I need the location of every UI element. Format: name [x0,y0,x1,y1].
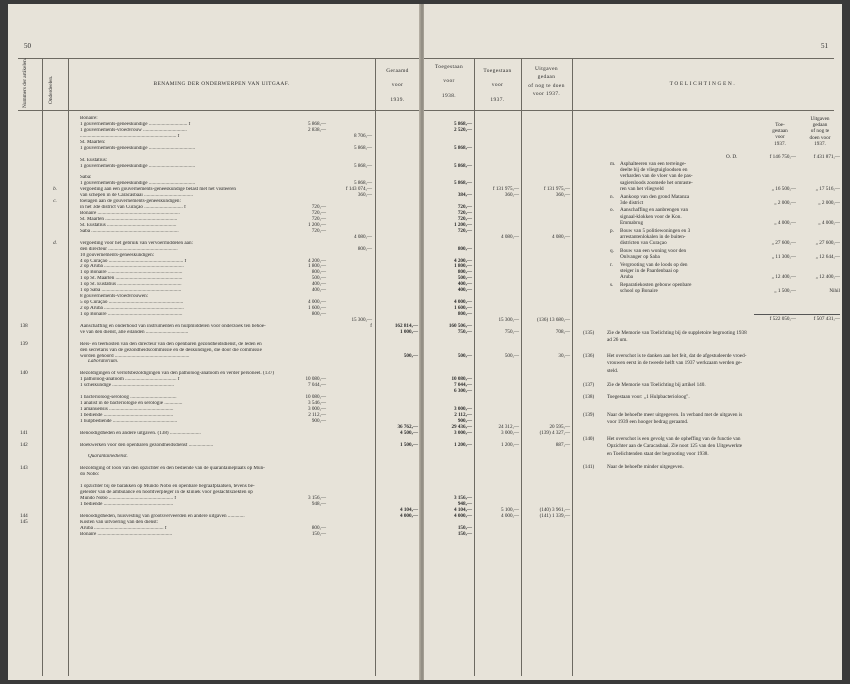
toegestaan-1938: 4 200,— [454,257,472,264]
uitgaven-1937: f 131 975,— [543,186,570,193]
sub-item-v2: „ 12 644,— [815,253,840,260]
left-page [8,4,420,680]
row-description: Benoodigdheden en andere uitgaven. (138) ........................ [80,430,201,436]
sub-item-text: Aruba [620,273,633,280]
sub-amount: 4 200,— [308,257,326,264]
toegestaan-1938: 1 800,— [454,263,472,270]
toegestaan-1938: 4 104,— [454,506,472,513]
row-description: Bezoldiging of loon van den opzichter en den bediende van de quarantaineplaats op Mun- [80,466,265,472]
note-text: ad 26 um. [607,337,628,344]
row-description: ........................................................................... f [80,133,180,139]
sub-item-v1: „ 12 400,— [771,273,796,280]
row-description: Aanschaffing en onderhoud van instrumenten en hulpmiddelen voor onderzoek ten behoe- [80,323,266,329]
toegestaan-1937: 1 200,— [501,441,519,448]
geraamd-1939: 1 000,— [400,328,418,335]
sub-amount: 1 800,— [308,263,326,270]
toegestaan-1937: 4 000,— [501,512,519,519]
toegestaan-1938: 7 044,— [454,382,472,389]
toegestaan-1938: 5 868,— [454,120,472,127]
header-rule-bottom [424,110,834,111]
sub-amount: 500,— [311,275,326,282]
uitgaven-1937: 30,— [558,352,570,359]
sub-amount: 3 000,— [308,405,326,412]
row-description: Kosten van uitvoering van den dienst: [80,519,159,525]
row-description: 2 op Aruba .............................................................. [80,306,184,311]
sub-col-head-uitgaven [800,116,840,147]
toegestaan-1938: 5 868,— [454,162,472,169]
header-line: voor 1937. [532,91,561,98]
sub-item-v1: „ 2 000,— [774,199,796,206]
row-description: St. Eustatius: [80,157,108,163]
toegestaan-1938: 1 200,— [454,441,472,448]
sub-item-v1: „ 4 000,— [774,219,796,226]
toegestaan-1938: 10 080,— [451,376,472,383]
sub-item-v2: Nihil [829,287,840,294]
row-description: 1 hulpbediende .................................................. [80,418,178,424]
sub-item-text: steiger in de Paardenbaai op [620,267,679,274]
expenditure-table-left [8,116,420,538]
row-description: 1 analist in de bacteriologie en serologie .............. [80,401,183,406]
note-text: Het overschot is een gevolg van de opheffing van de functie van [607,436,741,442]
row-description: in het 3de district van Curaçao .............................. f [80,205,186,211]
toegestaan-1938: 720,— [457,215,472,222]
sub-item-letter: m. [610,161,616,167]
note-text: Zie de Memorie van Toelichting bij de suppletoire begrooting 1938 [607,330,747,336]
toegestaan-1937: 500,— [504,352,519,359]
sub-amount: 150,— [311,530,326,537]
sub-col-head-line: of nog te [810,128,830,135]
sub-col-head-line: 1937. [774,140,786,147]
sub-col-head-line: Uitgaven [810,116,830,122]
sub-col-head-line: doen voor [809,134,831,141]
onderdeel-letter: d. [53,239,57,246]
sub-amount: 1 600,— [308,305,326,311]
sub-item-text: sagiersloods zoomede het omraste- [620,179,693,186]
sub-item-letter: o. [610,207,614,214]
subtotal-amount: f [370,322,372,329]
sub-item-v2: „ 2 000,— [818,199,840,206]
sub-item-text: districten van Curaçao [620,239,667,246]
sub-amount: 400,— [311,287,326,294]
note-number: (137) [583,382,595,388]
note-number: (138) [583,394,595,400]
uitgaven-1937: 708,— [555,328,570,335]
note-text: en Toelichtenden staat der begrooting voor 1938. [607,450,709,457]
sub-amount: 7 044,— [308,382,326,389]
row-description: 1 scheikundige ................................................ [80,383,174,389]
uitgaven-1937: 887,— [555,441,570,448]
row-description: 1 gouvernements-geneeskundige .................................... [80,163,196,169]
right-page [424,4,842,680]
row-description: St. Eustatius ...................................................... [80,222,177,228]
subtotal-amount: 5 868,— [354,162,372,169]
note-text: steld. [607,367,619,374]
toegestaan-1938: 1 200,— [454,221,472,228]
header-geraamd-line: Geraamd [386,68,409,74]
toegestaan-1937: 4 080,— [501,233,519,240]
sub-item-letter: n. [610,193,614,200]
toegestaan-1938: 800,— [457,269,472,276]
row-description: 1 bacterioloog-seroloog .................................... [80,395,177,401]
toegestaan-1938: 4 000,— [454,299,472,306]
header-line: 1938. [441,92,457,99]
row-description: do Nobo: [80,472,100,478]
row-description: 5 op Curaçao .......................................................... [80,300,184,306]
sub-col-head-line: gestaan [772,128,788,135]
toegestaan-1938: 500,— [457,352,472,359]
page-number-right: 51 [821,42,828,50]
header-line: Toegestaan [434,64,464,70]
article-number: 141 [20,429,28,436]
sub-item-v2: „ 12 400,— [815,273,840,280]
header-toelichtingen: TOELICHTINGEN. [669,81,737,87]
toegestaan-1938: 3 156,— [454,495,472,501]
header-geraamd [375,68,420,103]
note-number: (135) [583,330,595,336]
uitgaven-1937: (141) 1 339,— [539,512,570,519]
sub-amount: 800,— [311,524,326,531]
sub-col-head-line: gedaan [812,122,828,129]
sub-amount: 720,— [311,210,326,216]
geraamd-1939: 1 500,— [400,441,418,448]
uitgaven-1937: (139) 4 327,— [539,429,570,436]
sub-total-rule [754,314,840,315]
note-number: (139) [583,412,595,418]
toegestaan-1938: 2 112,— [454,411,472,418]
row-description: Quarantainedienst. [88,454,128,460]
note-number: (140) [583,436,595,442]
sub-item-text: Reparatiekosten gebouw openbare [620,281,692,288]
sub-col-head-line: 1937. [814,140,826,147]
toegestaan-1938: 800,— [457,310,472,317]
row-description: Aruba ...................................................... f [80,525,167,531]
note-number: (136) [583,353,595,359]
row-description: 1 opzichter bij de barakken op Mundo Nobo en openbare begraafplaatsen, tevens be- [80,484,255,490]
sub-first-row-v1: f 146 750,— [769,154,796,160]
sub-item-text: Aanschaffing en aanbrengen van [620,207,689,214]
row-description: 1 op St. Maarten .................................................... [80,276,183,282]
subtotal-amount: 15 300,— [351,316,372,323]
sub-item-text: Aankoop van den grond Matanza [620,193,690,200]
row-description: 10 gouvernements-geneeskundigen: [80,252,155,258]
header-line: 1937. [490,96,505,103]
toegestaan-1938: 900,— [457,417,472,424]
article-number: 145 [20,518,28,525]
sub-amount: 720,— [311,204,326,211]
sub-amount: 4 000,— [308,299,326,306]
header-rule-top [424,58,834,59]
row-description: Bezoldigingen of verlofsbezoldigingen van den patholoog-anatoom en verder personeel. (137) [80,371,275,377]
toegestaan-1937: 3 000,— [501,429,519,436]
sub-item-text: Bouw van een woning voor den [620,247,687,254]
uitgaven-1937: (140) 3 961,— [539,506,570,513]
row-description: Bonaire ................................................................ [80,211,180,216]
row-description: Laboratorium. [88,359,119,365]
sub-amount: 720,— [311,215,326,222]
row-description: St. Maarten ........................................................ [80,216,178,222]
row-description: 1 op Bonaire .......................................................... [80,311,183,317]
toegestaan-1938: 948,— [457,500,472,507]
sub-amount: 948,— [311,500,326,507]
note-number: (141) [583,464,595,470]
subtotal-amount: 5 868,— [354,180,372,187]
article-number: 144 [20,512,28,519]
sub-item-letter: p. [610,227,614,234]
note-text: voor 1939 een hooger bedrag geraamd. [607,419,689,426]
toegestaan-1938: 150,— [457,530,472,537]
uitgaven-1937: 360,— [555,192,570,199]
header-onderdeelen: Onderdeelen. [48,75,54,104]
sub-amount: 2 838,— [308,126,326,133]
row-description: 1 op St. Eustatius .................................................. [80,282,182,288]
sub-amount: 800,— [311,269,326,276]
row-description: vergoeding aan een gouvernements-geneeskundige belast met het visiteeren [80,187,236,193]
row-description: den secretaris van de gezondheidscommissie en de deskundigen, die door die commissie [80,347,262,353]
toegestaan-1938: 2 520,— [454,126,472,133]
sub-first-row-v2: f 431 871,— [813,154,840,160]
toegestaan-1938: 750,— [457,328,472,335]
sub-item-v2: „ 4 000,— [818,219,840,226]
row-description: 1 amanuensis .................................................. [80,406,174,412]
subtotal-amount: 5 868,— [354,144,372,151]
sub-amount: 400,— [311,281,326,288]
toegestaan-1938: 500,— [457,275,472,282]
sub-item-text: verharden van de vloer van de pas- [620,173,693,180]
row-description: Bonaire .......................................................... [80,531,173,537]
table-row [8,532,420,538]
sub-item-text: Asphalteeren van een terreinge- [620,161,687,167]
sub-total-v1: f 522 050,— [769,316,796,322]
sub-item-text: deelte bij de vliegtuigloodsen en [620,167,688,174]
toegestaan-1938: 720,— [457,227,472,234]
sub-item-text: Onlvanger op Saba [620,253,660,260]
header-line: Toegestaan [483,68,512,74]
toegestaan-1938: 5 868,— [454,180,472,187]
sub-amount: 720,— [311,227,326,234]
toegestaan-1937: 360,— [504,192,519,199]
page-number-left: 50 [24,42,31,50]
sub-col-head-toegestaan [762,122,798,147]
sub-amount: 900,— [311,417,326,424]
row-description: Saba: [80,175,92,181]
sub-amount: 2 112,— [308,411,326,418]
sub-item-v1: „ 27 600,— [771,239,796,246]
toegestaan-1938: 29 436,— [451,423,472,430]
article-number: 139 [20,340,28,347]
toegestaan-1937: 750,— [504,328,519,335]
onderdeel-letter: b. [53,186,57,193]
sub-col-head-line: Toe- [775,122,785,128]
row-description: 1 gouvernements-vroedvrouw .................................. [80,127,187,133]
header-toegestaan-1938 [424,64,474,99]
sub-item-v2: „ 17 516,— [815,185,840,192]
row-description: 1 op Saba .............................................................. [80,288,182,294]
sub-item-text: school op Bonaire [620,287,658,294]
header-toegestaan-1937 [474,68,521,103]
row-description: 4 op Curaçao .......................................................... f [80,258,187,264]
sub-amount: 3 546,— [308,400,326,406]
row-description: worden gehoord .......................................................... [80,353,190,359]
row-description: Boekwerken voor den openbaren gezondheidsdienst ................... [80,442,214,448]
toegestaan-1938: 3 000,— [454,429,472,436]
note-text: Zie de Memorie van Toelichting bij artikel 140. [607,382,706,388]
subtotal-amount: 8 706,— [354,132,372,139]
row-description: ve van den dienst, alle eilanden ................................. [80,329,189,335]
sub-item-text: Bouw van 5 politiewoningen en 3 [620,227,691,234]
row-description: 8 gouvernements-vroedvrouwen: [80,294,149,300]
toegestaan-1937: 24 312,— [498,423,519,430]
sub-item-text: Vergrooting van de loods op den [620,261,688,268]
header-line: Uitgaven [535,66,558,72]
row-description: den directeur ...................................................... [80,246,178,252]
sub-item-v2: „ 27 600,— [815,239,840,246]
sub-item-text: 3de district [620,199,644,206]
sub-item-v1: „ 16 500,— [771,185,796,192]
header-rule-top [18,58,420,59]
geraamd-1939: 4 104,— [400,506,418,513]
article-number: 140 [20,370,28,377]
header-line: gedaan [537,74,556,81]
note-text: Het overschot is te danken aan het feit, dat de afgestudeerde vroed- [607,353,747,359]
uitgaven-1937: 4 080,— [552,233,570,240]
toegestaan-1938: 4 000,— [454,512,472,519]
note-text: Toegestaan voor: „1 Hulpbacterioloog". [607,394,690,400]
row-description: Benoodigdheden, huisvesting van grootsverveerden en andere uitgaven ............. [80,513,245,519]
note-text: Naar de behoefte minder uitgegeven. [607,464,684,470]
row-description: Reis- en teerkosten van den directeur van den openbaren gezondheidsdienst, de leden en [80,341,262,347]
sub-amount: 10 080,— [305,376,326,383]
header-nummers: Nummers der artikelen. [22,57,28,108]
sub-amount: 1 200,— [308,221,326,228]
toegestaan-1937: f 131 975,— [492,186,519,193]
sub-amount: 5 868,— [308,120,326,127]
row-description: toelagen aan de gouvernements-geneeskundigen: [80,199,181,205]
toegestaan-1938: 5 868,— [454,144,472,151]
sub-col-head-line: voor [775,134,785,141]
subtotal-amount: 360,— [357,192,372,199]
header-geraamd-line: voor [391,82,404,89]
row-description: geleider van de ambulance en hoofdverpleger in de kliniek voor geslachtsziekten op [80,490,253,496]
note-text: Opzichter aan de Caracasbaai. Zie noot 125 van den Uitgewerkte [607,443,743,450]
row-description: St. Maarten: [80,139,106,145]
note-text: vrouwen eerst in de tweede helft van 1937 werkzaam werden ge- [607,360,743,367]
header-geraamd-line: 1939. [390,96,405,103]
sub-item-text: Emmabrug [620,219,644,226]
note-text: Naar de behoefte meer uitgegeven. In verband met de uitgaven is [607,412,743,418]
toegestaan-1938: 150,— [457,524,472,531]
header-uitgaven [521,66,572,98]
toegestaan-1938: 6 300,— [454,388,472,395]
row-description: 1 gouvernements-geneeskundige .............................. f [80,121,191,127]
row-description: Saba .................................................................... [80,228,179,234]
row-description: Mundo Nobo .................................................. f [80,496,177,501]
header-line: voor [491,82,504,89]
geraamd-1939: 4 000,— [400,512,418,519]
geraamd-1939: 500,— [403,352,418,359]
uitgaven-1937: (136) 13 680,— [537,316,570,323]
sub-item-v1: „ 11 300,— [771,253,796,260]
sub-item-text: arrestantenlokalen in de buiten- [620,233,686,240]
onderdeel-letter: c. [53,198,57,205]
row-description: Bonaire: [80,116,98,121]
row-description: van schepen in de Caracasbaai ...................................... [80,193,193,199]
row-description: 1 bediende ...................................................... [80,501,174,507]
row-description: 1 gouvernements-geneeskundige .................................... [80,145,196,151]
row-description: 1 op Bonaire .......................................................... [80,270,183,276]
geraamd-1939: 162 814,— [394,322,418,329]
sub-amount: 3 156,— [308,495,326,501]
toegestaan-1938: 800,— [457,245,472,252]
sub-item-text: ren van het vliegveld [620,185,664,192]
toegestaan-1938: 1 600,— [454,305,472,311]
header-line: of nog te doen [528,82,565,89]
toegestaan-1938: 160 506,— [448,322,472,329]
row-description: 2 op Aruba .............................................................. [80,264,184,270]
row-description: 1 gouvernements-geneeskundige .................................... [80,181,196,187]
sub-first-row-label: O. D. [726,154,738,160]
sub-item-text: signaal-klokken voor de Kon. [620,213,682,220]
sub-item-letter: s. [610,281,614,288]
toegestaan-1938: 400,— [457,287,472,294]
toegestaan-1938: 3 000,— [454,405,472,412]
sub-item-letter: q. [610,247,614,254]
article-number: 143 [20,465,28,472]
subtotal-amount: 4 080,— [354,233,372,240]
subtotal-amount: 800,— [357,245,372,252]
toegestaan-1938: 384,— [457,192,472,199]
article-number: 142 [20,441,28,448]
header-benaming: BENAMING DER ONDERWERPEN VAN UITGAAF. [153,81,290,87]
row-description: 1 bediende ...................................................... [80,412,174,418]
geraamd-1939: 36 762,— [397,423,418,430]
geraamd-1939: 4 500,— [400,429,418,436]
sub-amount: 10 080,— [305,394,326,401]
row-description: 1 patholoog-anatoom ........................................ f [80,377,180,383]
sub-total-v2: f 507 431,— [813,316,840,322]
sub-item-letter: r. [610,261,613,268]
header-rule-bottom [18,110,420,111]
toegestaan-1937: 5 100,— [501,506,519,513]
sub-amount: 800,— [311,310,326,317]
table-row [424,532,842,538]
header-line: voor [443,78,455,85]
row-description: vergoeding voor het gebruik van vervoermiddelen aan: [80,240,193,246]
subtotal-amount: f 143 074,— [345,186,372,193]
toegestaan-1937: 15 300,— [498,316,519,323]
sub-item-v1: „ 1 500,— [774,287,796,294]
toegestaan-1938: 720,— [457,210,472,216]
uitgaven-1937: 20 595,— [549,423,570,430]
toegestaan-1938: 400,— [457,281,472,288]
toegestaan-1938: 720,— [457,204,472,211]
article-number: 138 [20,322,28,329]
